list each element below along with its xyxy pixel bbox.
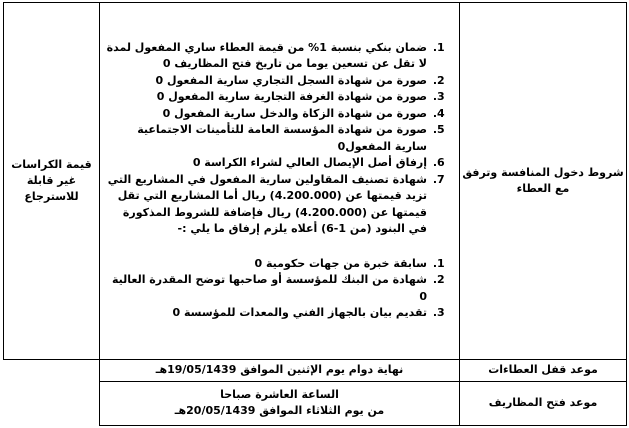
opening-date: من يوم الثلاثاء الموافق 20/05/1439هـ — [174, 404, 385, 418]
empty-cell — [4, 381, 100, 425]
requirement-item: 7. شهادة تصنيف المقاولين سارية المفعول في المشاريع التي تزيد قيمتها عن (4.200.000) ريال أما المشاريع التي تقل قيمتها عن (4.200.000) ريال فإضافة للشروط المذكورة في البنود (من 1-6) أعلاه يلزم إرفاق ما يلي :- — [106, 172, 429, 238]
opening-value — [100, 381, 460, 425]
opening-row — [4, 381, 627, 425]
booklet-note: قيمة الكراسات غير قابلة للاسترجاع — [4, 3, 100, 360]
requirement-item: 4. صورة من شهادة الزكاة والدخل سارية المفعول 0 — [106, 106, 429, 123]
closing-value: نهاية دوام يوم الإثنين الموافق 19/05/1439هـ — [100, 359, 460, 381]
requirements-row — [4, 3, 627, 360]
requirements-list — [106, 40, 451, 238]
empty-cell — [4, 359, 100, 381]
additional-requirements-list — [106, 256, 451, 322]
closing-row — [4, 359, 627, 381]
requirement-item: 1. سابقة خبرة من جهات حكومية 0 — [106, 256, 429, 273]
tender-conditions-table — [3, 2, 627, 426]
requirements-content — [100, 3, 460, 360]
requirement-item: 2. صورة من شهادة السجل التجاري سارية المفعول 0 — [106, 73, 429, 90]
requirement-item: 5. صورة من شهادة المؤسسة العامة للتأمينات الاجتماعية سارية المفعول0 — [106, 122, 429, 155]
requirement-item: 2. شهادة من البنك للمؤسسة أو صاحبها توضح المقدرة العالية 0 — [106, 272, 429, 305]
list-gap — [106, 238, 451, 256]
opening-time: الساعة العاشرة صباحا — [220, 388, 339, 402]
requirement-item: 3. صورة من شهادة الغرفة التجارية سارية المفعول 0 — [106, 89, 429, 106]
closing-label: موعد قفل العطاءات — [460, 359, 627, 381]
requirement-item: 3. تقديم بيان بالجهاز الفني والمعدات للمؤسسة 0 — [106, 305, 429, 322]
requirements-label: شروط دخول المنافسة وترفق مع العطاء — [460, 3, 627, 360]
requirement-item: 1. ضمان بنكي بنسبة 1% من قيمة العطاء ساري المفعول لمدة لا تقل عن تسعين يوما من تاريخ فتح المظاريف 0 — [106, 40, 429, 73]
requirement-item: 6. إرفاق أصل الإيصال العالي لشراء الكراسة 0 — [106, 155, 429, 172]
opening-label: موعد فتح المظاريف — [460, 381, 627, 425]
